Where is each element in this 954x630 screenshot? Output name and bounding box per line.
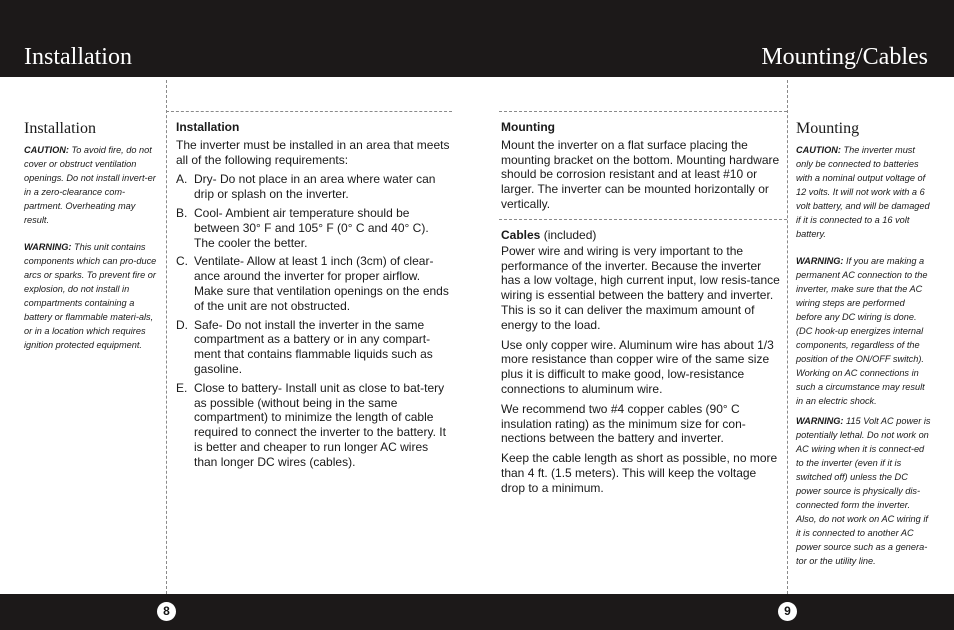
list-item-label: C. [176,254,188,269]
caution-note [24,143,160,227]
caution-text: To avoid fire, do not cover or obstruct ventilation openings. Do not install invert-er in a zero-clearance com-partment. Overheating may result. [24,145,156,225]
cables-paragraph: Use only copper wire. Aluminum wire has about 1/3 more resistance than copper wire of the same size plus it is difficult to make good, low-resistance connections to aluminum wire. [501,337,774,396]
installation-section [176,120,451,474]
mounting-heading: Mounting [501,120,555,134]
caution-note [796,143,932,241]
list-item [176,172,451,202]
left-page-header-title: Installation [24,44,132,70]
left-sidebar-title: Installation [24,120,96,137]
requirements-list [176,172,451,469]
list-item [176,206,451,250]
left-page-number: 8 [157,602,176,621]
caution-label: CAUTION: [796,145,841,155]
list-item-text: Cool- Ambient air temperature should be between 30° F and 105° F (0° C and 40° C). The cooler the better. [194,205,429,250]
warning-text: If you are making a permanent AC connection to the inverter, make sure that the AC wiring steps are performed before any DC wiring is done. (DC hook-up energizes internal components, regardless of the position of the ON/OFF switch). Working on AC connections in such a circumstance may result in an electric shock. [796,256,928,406]
mounting-text: Mount the inverter on a flat surface placing the mounting bracket on the bottom. Mounting hardware should be corrosion resistant and at least #10 or larger. The inverter can be mounted horizontally or vertically. [501,137,780,211]
warning-label: WARNING: [796,416,844,426]
list-item [176,381,451,470]
list-item-text: Dry- Do not place in an area where water can drip or splash on the inverter. [194,172,436,202]
cables-paragraph: Keep the cable length as short as possible, no more than 4 ft. (1.5 meters). This will keep the voltage drop to a minimum. [501,451,778,495]
mounting-section [501,120,781,217]
cables-section [501,228,781,501]
warning-label: WARNING: [24,242,72,252]
right-page-number: 9 [778,602,797,621]
cables-top-rule [499,219,787,220]
cables-heading: Cables [501,228,541,242]
caution-label: CAUTION: [24,145,69,155]
cables-paragraph: We recommend two #4 copper cables (90° C insulation rating) as the minimum size for con-nections between the battery and inverter. [501,401,746,446]
warning-note [796,414,932,568]
left-sidebar-notes [24,143,160,365]
right-column-divider [787,80,788,594]
installation-top-rule [166,111,452,112]
list-item-text: Close to battery- Install unit as close to bat-tery as possible (without being in the same compartment) to minimize the length of cable required to connect the inverter to the battery. It is better and cheaper to run longer AC wires than longer DC wires (cables). [194,380,446,469]
list-item [176,254,451,313]
right-page-header-title: Mounting/Cables [761,44,928,70]
cables-paragraph: Power wire and wiring is very important to the performance of the inverter. Because the inverter has a low voltage, high current input, low resis-tance wiring is essential between the battery and inverter. This is so it can deliver the maximum amount of energy to the load. [501,243,780,332]
right-sidebar-title: Mounting [796,120,860,137]
list-item [176,318,451,377]
installation-intro: The inverter must be installed in an area that meets all of the following requirements: [176,137,450,167]
installation-heading: Installation [176,120,240,134]
warning-label: WARNING: [796,256,844,266]
right-sidebar-notes [796,143,932,581]
caution-text: The inverter must only be connected to batteries with a nominal output voltage of 12 volts. It will not work with a 6 volt battery, and will be damaged if it is connected to a 16 volt battery. [796,145,930,239]
list-item-text: Ventilate- Allow at least 1 inch (3cm) of clear-ance around the inverter for proper airflow. Make sure that ventilation openings on the ends of the unit are not obstructed. [194,254,449,313]
footer-bar [0,594,954,630]
warning-note [24,240,160,352]
warning-text: This unit contains components which can pro-duce arcs or sparks. To prevent fire or explosion, do not install in compartments containing a battery or flammable materi-als, or in a location which requires ignition protected equipment. [24,242,157,350]
cables-heading-line [501,228,781,243]
warning-text: 115 Volt AC power is potentially lethal. Do not work on AC wiring when it is connect-ed to the inverter (even if it is switched off) unless the DC power source is physically dis-connected form the inverter. Also, do not work on AC wiring if it is connected to another AC power source such as a genera-tor or the utility line. [796,416,931,566]
cables-heading-suffix: (included) [540,228,597,242]
list-item-label: A. [176,172,188,187]
list-item-label: D. [176,317,188,332]
warning-note [796,254,932,408]
list-item-label: B. [176,205,188,220]
mounting-top-rule [499,111,787,112]
list-item-label: E. [176,380,188,395]
list-item-text: Safe- Do not install the inverter in the same compartment as a battery or in any compart-ment that contains flammable liquids such as gasoline. [194,317,433,376]
left-column-divider [166,80,167,594]
